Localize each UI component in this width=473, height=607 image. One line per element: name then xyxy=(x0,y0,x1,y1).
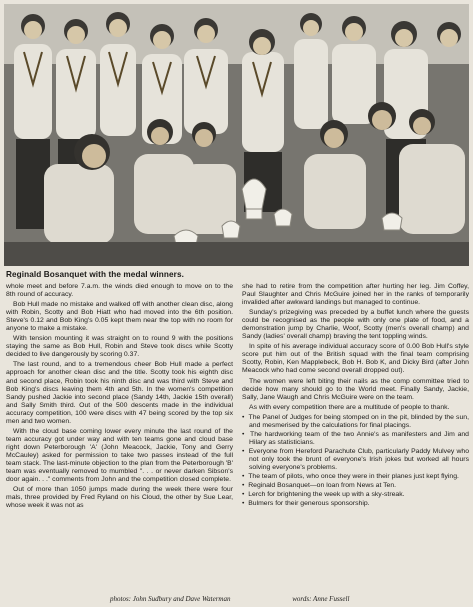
thanks-item: • Everyone from Hereford Parachute Club, particularly Paddy Mulvey who not only took the brunt of everyone's Irish jokes but worked all hours solving everyone's problems. xyxy=(242,448,469,472)
left-column xyxy=(6,283,233,512)
paragraph: With the cloud base coming lower every minute the last round of the team accuracy got under way and with ten teams gone and cloud base right down Peterborough 'A' (John Meacock, Jackie, Tony and Gerry McCauley) asked for permission to take two passes instead of the full team stack. The last-minute objection to the plan from the Peterborough 'B' team was eventually removed to mumbled ". . . or never darken Sibson's door again. . ." comments from John and the competition closed complete. xyxy=(6,427,233,484)
paragraph: whole meet and before 7.a.m. the winds died enough to move on to the 8th round of accuracy. xyxy=(6,283,233,299)
paragraph: The women were left biting their nails as the comp committee tried to decide how many should go to the World meet. Finally Sandy, Jackie, Sally, Jane Waugh and Chris McGuire were on the team. xyxy=(242,377,469,401)
thanks-item: • The hardworking team of the two Annie's as manifesters and Jim and Hilary as statisticians. xyxy=(242,431,469,447)
paragraph: she had to retire from the competition after hurting her leg. Jim Coffey, Paul Slaughter and Chris McGuire joined her in the ranks of temporarily invalided after awkward landings but managed to continue. xyxy=(242,283,469,307)
right-column xyxy=(242,283,469,509)
photo-caption: Reginald Bosanquet with the medal winners. xyxy=(6,270,184,279)
paragraph: The last round, and to a tremendous cheer Bob Hull made a perfect approach for another clean disc and the title. Scotty took his eighth disc and second place, Robin took his ninth disc and was third with Steve and Bob King's discs leaving them 4th and 5th. In the women's competition Sandy pushed Jackie into second place (Sandy 14th, Jackie 15th overall) and Sally Smith third. Out of the 500 descents made in the individual accuracy competition, 100 were discs with 47 being scored by the top six men and two women. xyxy=(6,361,233,425)
thanks-item: • Bulmers for their generous sponsorship. xyxy=(242,500,469,508)
paragraph: In spite of his average individual accuracy score of 0.00 Bob Hull's style score put him out of the British squad with the final team comprising Scotty, Robin, Ken Mapplebeck, Bob H. Bob K, and Dicky Bird (after John Meacock who had come second overall dropped out). xyxy=(242,343,469,375)
thanks-item: • The Panel of Judges for being stomped on in the pit, blinded by the sun, and mesmerised by the calculations for final placings. xyxy=(242,414,469,430)
words-credit: words: Anne Fussell xyxy=(292,595,350,603)
credits-line xyxy=(110,595,410,603)
paragraph: Out of more than 1050 jumps made during the week there were four mals, three provided by Fred Ryland on his Cloud, the other by Sue Lear, whose week it was not as xyxy=(6,486,233,510)
paragraph: Bob Hull made no mistake and walked off with another clean disc, along with Robin, Scotty and Bob Hiatt who had moved into the 6th position. Steve's 0.12 and Bob King's 0.05 kept them near the top with no room for anyone to make a mistake. xyxy=(6,301,233,333)
paragraph: Sunday's prizegiving was preceded by a buffet lunch where the guests could be recognised as the people with only one plate of food, and a demonstration jump by Charlie, Woof, Scotty (men's overall champ) and Sandy (ladies' overall champ) braving the tent toppling winds. xyxy=(242,309,469,341)
medal-winners-photo xyxy=(4,4,469,266)
paragraph: With tension mounting it was straight on to round 9 with the positions staying the same as Bob Hull, Robin and Steve took discs while Scotty decided to live dangerously by scoring 0.37. xyxy=(6,335,233,359)
thanks-item: • The team of pilots, who once they were in their planes just kept flying. xyxy=(242,473,469,481)
paragraph: As with every competition there are a multitude of people to thank. xyxy=(249,403,450,411)
thanks-item: • Lerch for brightening the week up with a sky-streak. xyxy=(242,491,469,499)
thanks-item: • Reginald Bosanquet—on loan from News at Ten. xyxy=(242,482,469,490)
photo-credit: photos: John Sudbury and Dave Waterman xyxy=(110,595,231,603)
